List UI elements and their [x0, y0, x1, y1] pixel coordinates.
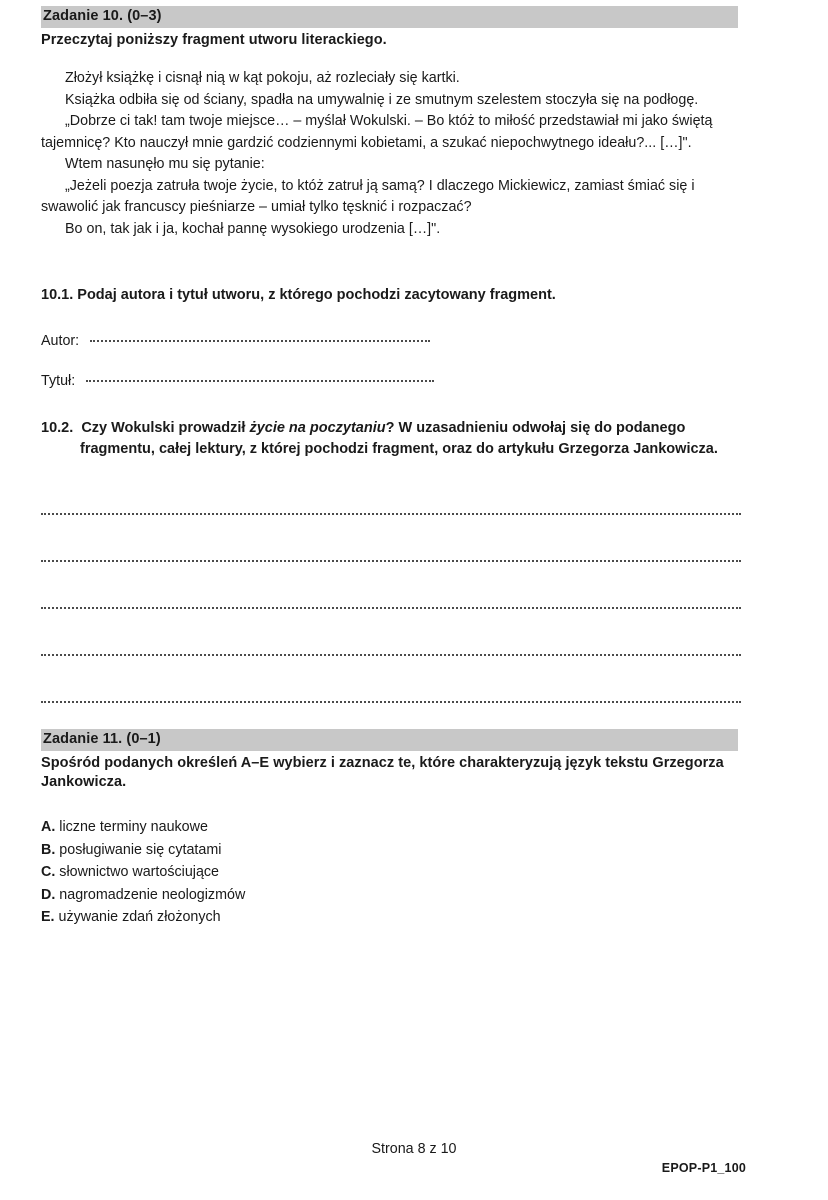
subquestion-10-2-text-part1: Czy Wokulski prowadził — [81, 420, 250, 436]
answer-line[interactable] — [41, 468, 741, 515]
option-a[interactable] — [41, 816, 738, 839]
excerpt-paragraph: Książka odbiła się od ściany, spadła na umywalnię i ze smutnym szelestem stoczyła się na podłogę. — [65, 91, 699, 108]
author-input[interactable] — [90, 340, 430, 342]
task-11-instruction: Spośród podanych określeń A–E wybierz i zaznacz te, które charakteryzują język tekstu Grzegorza Jankowicza. — [41, 755, 724, 790]
task-10-excerpt — [41, 68, 738, 240]
option-e[interactable] — [41, 906, 738, 929]
subquestion-10-2-text-italic: życie na poczytaniu — [249, 420, 386, 436]
option-e-letter: E. — [41, 909, 55, 925]
subquestion-10-2 — [41, 418, 738, 460]
excerpt-paragraph: „Dobrze ci tak! tam twoje miejsce… – myślał Wokulski. – Bo któż to miłość przedstawiał mi jako świętą tajemnicę? Kto nauczył mnie gardzić codziennymi kobietami, a szukać niepochwytnego ideału?... […]". — [41, 113, 713, 151]
answer-line[interactable] — [41, 515, 741, 562]
task-10-header: Zadanie 10. (0–3) — [41, 6, 738, 28]
excerpt-paragraph: „Jeżeli poezja zatruła twoje życie, to któż zatruł ją samą? I dlaczego Mickiewicz, zamiast śmiać się i swawolić jak francuscy pieśniarze – umiał tylko tęsknić i rozpaczać? — [41, 177, 695, 215]
title-field-label: Tytuł: — [41, 373, 76, 389]
answer-line[interactable] — [41, 656, 741, 703]
option-d[interactable] — [41, 884, 738, 907]
option-d-letter: D. — [41, 886, 56, 903]
option-b-letter: B. — [41, 841, 56, 858]
answer-line[interactable] — [41, 562, 741, 609]
option-c-label: słownictwo wartościujące — [59, 864, 220, 880]
excerpt-paragraph: Wtem nasunęło mu się pytanie: — [65, 156, 265, 172]
page-number-footer: Strona 8 z 10 — [371, 1141, 457, 1157]
task-11-options — [41, 816, 738, 929]
option-d-label: nagromadzenie neologizmów — [59, 886, 246, 903]
excerpt-paragraph: Bo on, tak jak i ja, kochał pannę wysokiego urodzenia […]". — [65, 220, 441, 237]
option-c-letter: C. — [41, 864, 56, 880]
subquestion-10-1-number: 10.1. — [41, 287, 74, 303]
answer-lines-10-2 — [41, 468, 738, 703]
option-a-label: liczne terminy naukowe — [59, 819, 208, 835]
subquestion-10-2-text-part2: ? W uzasadnieniu odwołaj się do podanego fragmentu, całej lektury, z której pochodzi fragment, oraz do artykułu Grzegorza Jankowicza. — [80, 420, 718, 457]
option-b-label: posługiwanie się cytatami — [59, 841, 222, 858]
title-field-row — [41, 372, 738, 390]
author-field-row — [41, 332, 738, 350]
answer-line[interactable] — [41, 609, 741, 656]
subquestion-10-2-number: 10.2. — [41, 420, 74, 436]
subquestion-10-1 — [41, 285, 738, 306]
subquestion-10-1-text: Podaj autora i tytuł utworu, z którego pochodzi zacytowany fragment. — [77, 287, 556, 303]
excerpt-paragraph: Złożył książkę i cisnął nią w kąt pokoju, aż rozleciały się kartki. — [65, 70, 460, 86]
option-e-label: używanie zdań złożonych — [58, 909, 221, 925]
author-field-label: Autor: — [41, 333, 80, 349]
page-content — [41, 0, 738, 929]
task-11-header: Zadanie 11. (0–1) — [41, 729, 738, 751]
task-10-instruction: Przeczytaj poniższy fragment utworu literackiego. — [41, 32, 387, 48]
title-input[interactable] — [86, 380, 434, 382]
exam-code-footer: EPOP-P1_100 — [661, 1161, 746, 1175]
option-c[interactable] — [41, 861, 738, 884]
option-a-letter: A. — [41, 819, 56, 835]
option-b[interactable] — [41, 839, 738, 862]
